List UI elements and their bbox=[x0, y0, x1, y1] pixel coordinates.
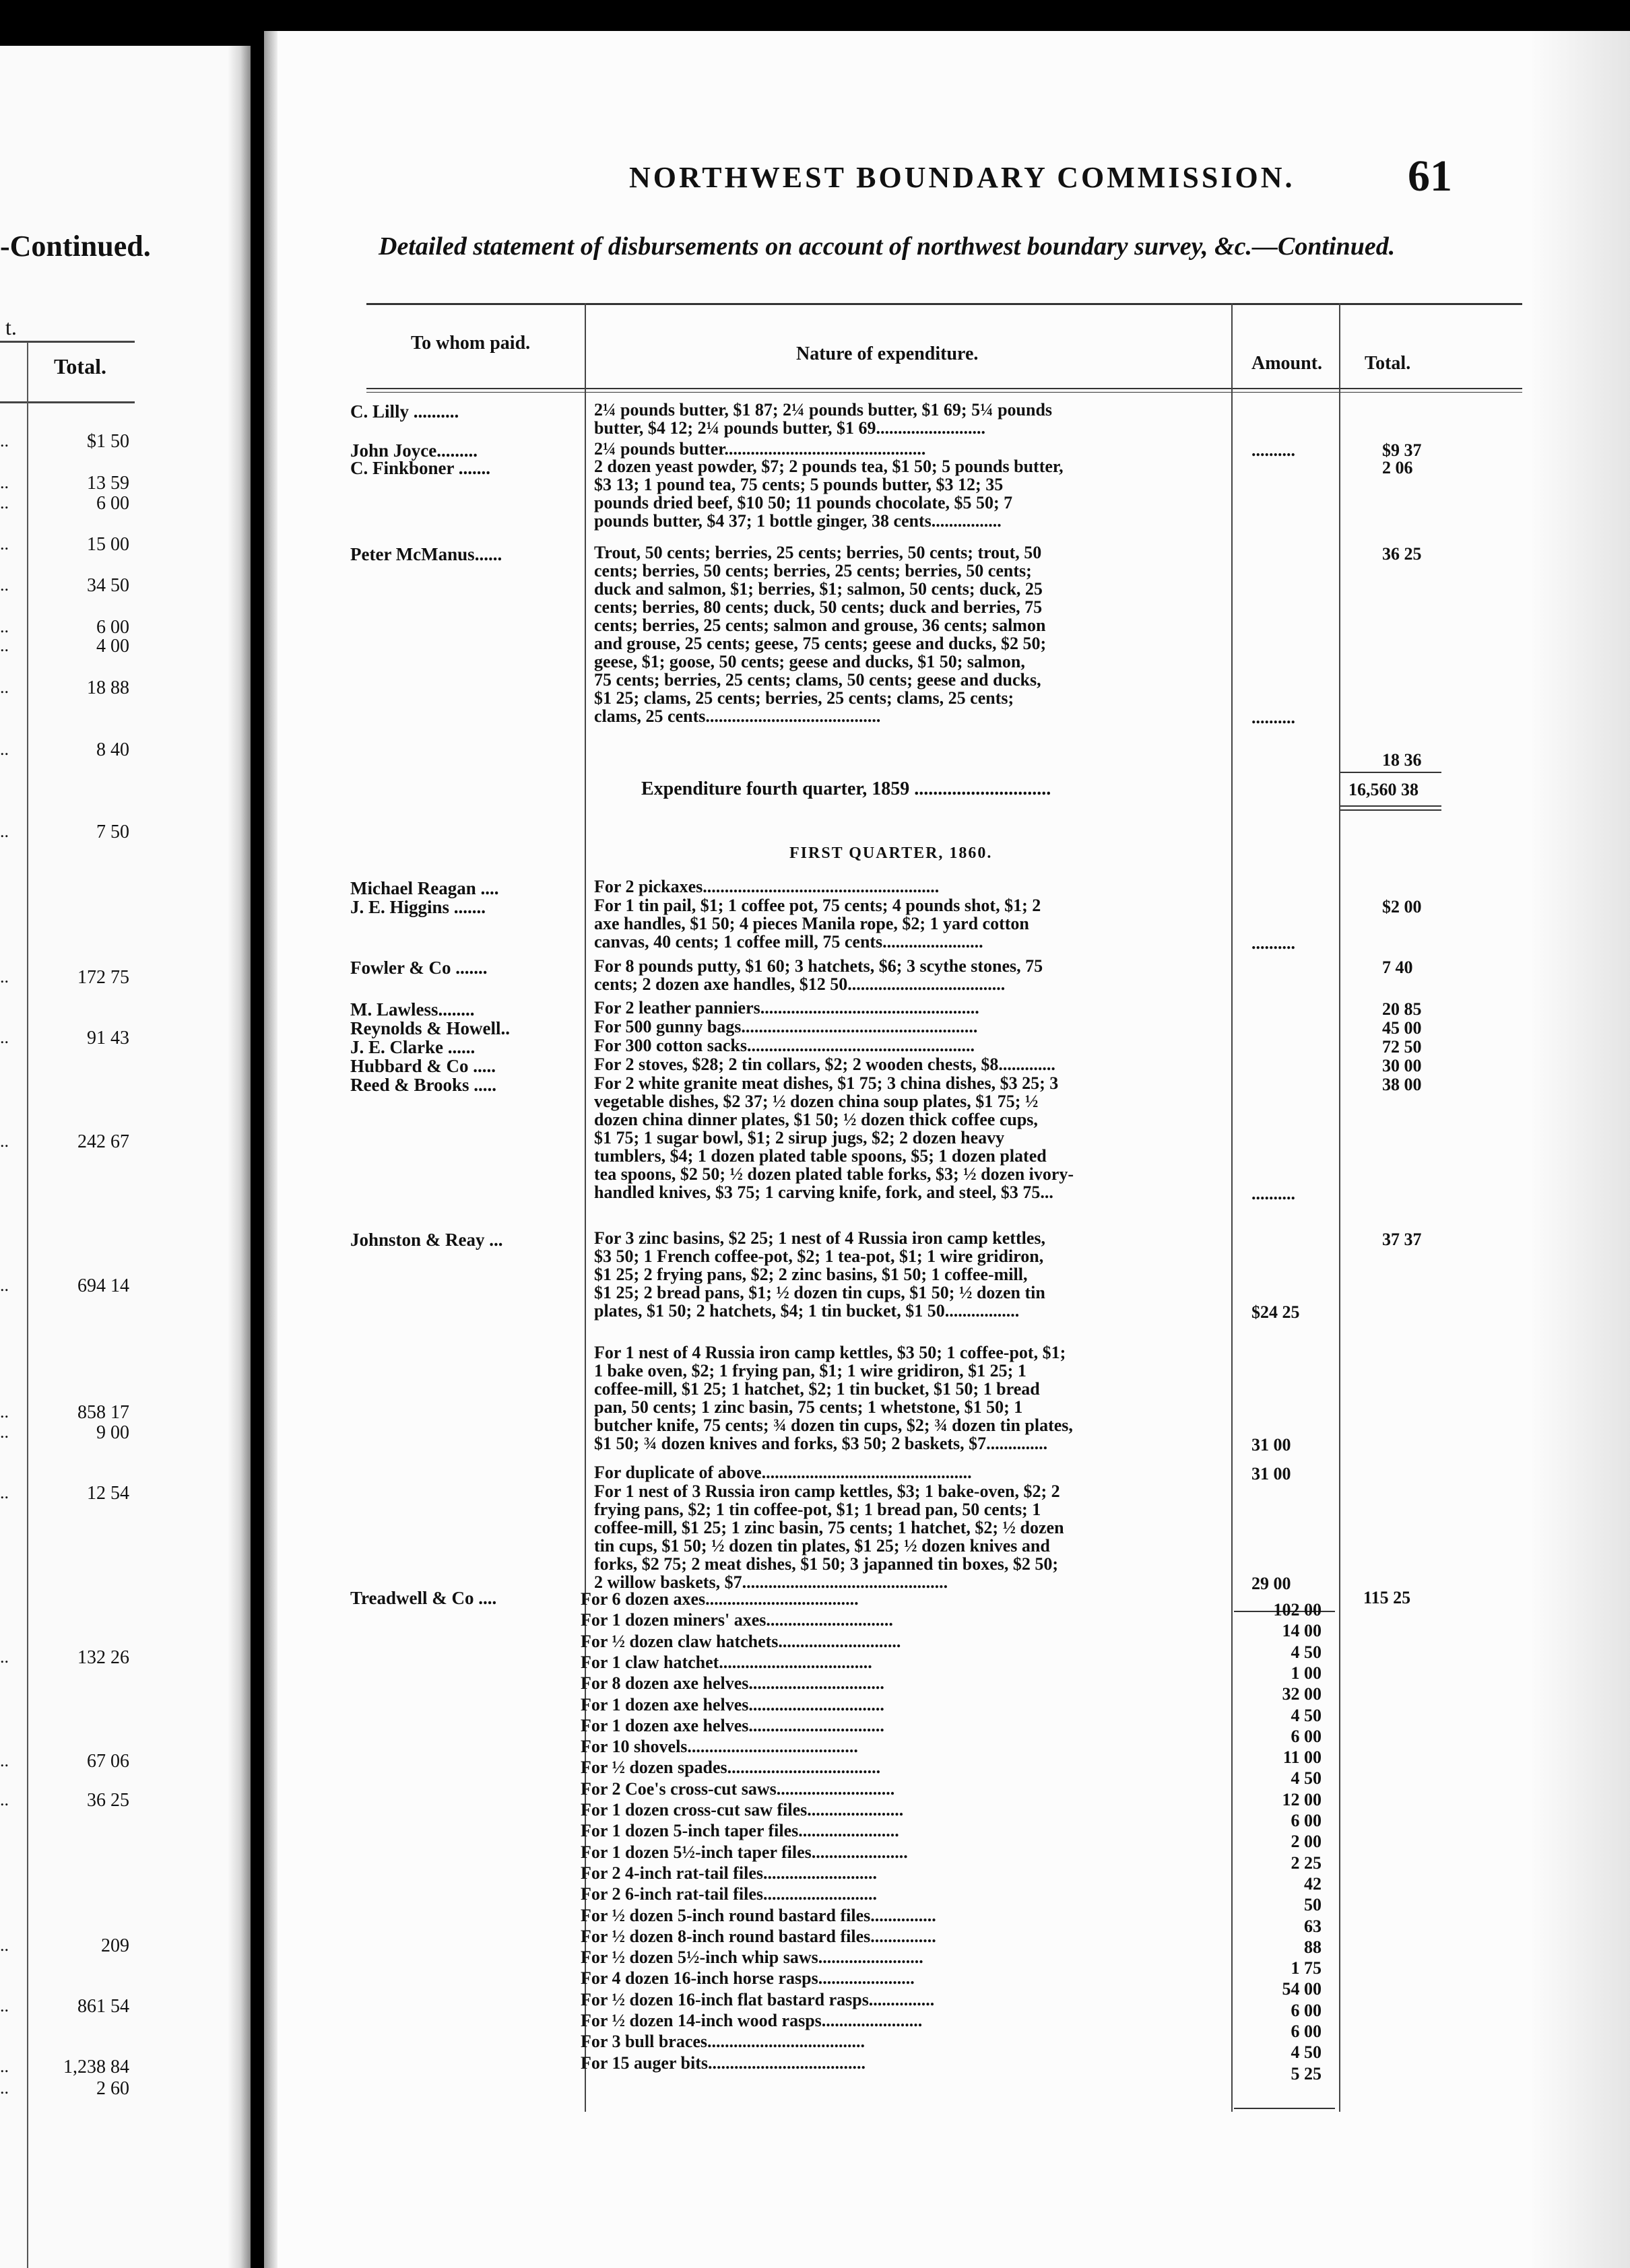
expenditure-line: tea spoons, $2 50; ½ dozen plated table forks, $3; ½ dozen ivory- bbox=[594, 1164, 1074, 1184]
payee-name: C. Finkboner ....... bbox=[350, 458, 491, 478]
left-page-total-value: 9 00 bbox=[96, 1422, 129, 1443]
treadwell-item: For 1 claw hatchet................................... bbox=[581, 1652, 872, 1672]
left-page-leader-dots: .. bbox=[0, 636, 9, 655]
total-value: 30 00 bbox=[1382, 1056, 1422, 1075]
expenditure-line: For 3 zinc basins, $2 25; 1 nest of 4 Russia iron camp kettles, bbox=[594, 1228, 1045, 1248]
expenditure-line: $1 50; ¾ dozen knives and forks, $3 50; 2 baskets, $7.............. bbox=[594, 1434, 1048, 1453]
left-page-total-value: 861 54 bbox=[77, 1996, 129, 2017]
total-value: $9 37 bbox=[1382, 440, 1422, 460]
table-header-rule-2 bbox=[366, 392, 1522, 393]
treadwell-item-amount: 4 50 bbox=[1291, 1705, 1322, 1725]
left-page-leader-dots: .. bbox=[0, 1028, 9, 1047]
left-page-total-value: 36 25 bbox=[87, 1790, 129, 1811]
left-page-leader-dots: .. bbox=[0, 1751, 9, 1770]
treadwell-total: 115 25 bbox=[1363, 1588, 1411, 1607]
left-page-leader-dots: .. bbox=[0, 1935, 9, 1955]
treadwell-item-amount: 5 25 bbox=[1291, 2063, 1322, 2083]
treadwell-item-amount: 42 bbox=[1304, 1873, 1322, 1894]
payee-name: Reed & Brooks ..... bbox=[350, 1075, 497, 1095]
treadwell-item: For 2 Coe's cross-cut saws........................... bbox=[581, 1778, 895, 1799]
expenditure-line: pounds dried beef, $10 50; 11 pounds chocolate, $5 50; 7 bbox=[594, 493, 1013, 512]
book-gutter bbox=[228, 46, 251, 2268]
treadwell-item: For 1 dozen 5½-inch taper files...................... bbox=[581, 1842, 908, 1862]
left-page-total-value: 242 67 bbox=[77, 1131, 129, 1152]
treadwell-item: For 1 dozen cross-cut saw files...................... bbox=[581, 1800, 904, 1820]
column-header-amount: Amount. bbox=[1251, 353, 1323, 374]
expenditure-line: dozen china dinner plates, $1 50; ½ dozen thick coffee cups, bbox=[594, 1110, 1038, 1129]
treadwell-item: For 1 dozen 5-inch taper files....................... bbox=[581, 1821, 899, 1841]
left-page-leader-dots: .. bbox=[0, 431, 9, 451]
left-page-total-value: 6 00 bbox=[96, 617, 129, 638]
payee-name: Johnston & Reay ... bbox=[350, 1230, 503, 1250]
expenditure-line: 75 cents; berries, 25 cents; clams, 50 cents; geese and ducks, bbox=[594, 670, 1041, 690]
q4-total-rule-bottom-1 bbox=[1340, 805, 1441, 807]
amount-value: 29 00 bbox=[1251, 1574, 1291, 1593]
column-header-to-whom: To whom paid. bbox=[411, 333, 531, 354]
amount-value: 31 00 bbox=[1251, 1464, 1291, 1483]
expenditure-line: For 500 gunny bags...................................................... bbox=[594, 1017, 978, 1036]
left-page-leader-dots: .. bbox=[0, 2057, 9, 2076]
left-page-leader-dots: .. bbox=[0, 1647, 9, 1667]
expenditure-line: butcher knife, 75 cents; ¾ dozen tin cups, $2; ¾ dozen tin plates, bbox=[594, 1415, 1073, 1435]
expenditure-line: Trout, 50 cents; berries, 25 cents; berries, 50 cents; trout, 50 bbox=[594, 543, 1042, 562]
treadwell-item-amount: 1 00 bbox=[1291, 1663, 1322, 1683]
treadwell-item-amount: 1 75 bbox=[1291, 1958, 1322, 1978]
treadwell-item-amount: 6 00 bbox=[1291, 2000, 1322, 2020]
treadwell-item-amount: 6 00 bbox=[1291, 1811, 1322, 1830]
left-page-leader-dots: .. bbox=[0, 1996, 9, 2015]
treadwell-item: For 10 shovels....................................... bbox=[581, 1737, 858, 1757]
page-edge-shadow bbox=[264, 31, 278, 2268]
left-page-leader-dots: .. bbox=[0, 739, 9, 759]
left-page-leader-dots: .. bbox=[0, 1790, 9, 1809]
treadwell-item: For 2 6-inch rat-tail files.......................... bbox=[581, 1884, 878, 1904]
treadwell-item-amount: 12 00 bbox=[1282, 1789, 1322, 1809]
expenditure-line: For 1 tin pail, $1; 1 coffee pot, 75 cents; 4 pounds shot, $1; 2 bbox=[594, 896, 1041, 915]
treadwell-item-amount: 14 00 bbox=[1282, 1621, 1322, 1641]
left-page-fragment bbox=[0, 46, 251, 2268]
payee-name: C. Lilly .......... bbox=[350, 401, 459, 422]
payee-name: Fowler & Co ....... bbox=[350, 958, 488, 978]
payee-name: J. E. Higgins ....... bbox=[350, 897, 486, 917]
left-page-total-value: 7 50 bbox=[96, 822, 129, 842]
expenditure-line: duck and salmon, $1; berries, $1; salmon, 50 cents; duck, 25 bbox=[594, 579, 1043, 599]
left-page-total-value: 132 26 bbox=[77, 1647, 129, 1668]
left-page-leader-dots: .. bbox=[0, 1275, 9, 1295]
left-page-total-value: 858 17 bbox=[77, 1402, 129, 1423]
treadwell-item: For 8 dozen axe helves............................... bbox=[581, 1673, 884, 1694]
payee-name: J. E. Clarke ...... bbox=[350, 1037, 476, 1057]
left-page-leader-dots: .. bbox=[0, 575, 9, 595]
left-page-continued: -Continued. bbox=[0, 230, 151, 263]
left-page-header-rule-top bbox=[0, 341, 135, 343]
treadwell-item: For ½ dozen 14-inch wood rasps....................... bbox=[581, 2011, 923, 2030]
expenditure-line: tin cups, $1 50; ½ dozen tin plates, $1 25; ½ dozen knives and bbox=[594, 1536, 1050, 1556]
amount-value: .......... bbox=[1251, 933, 1295, 953]
left-page-leader-dots: .. bbox=[0, 1483, 9, 1502]
expenditure-line: canvas, 40 cents; 1 coffee mill, 75 cents....................... bbox=[594, 932, 983, 952]
treadwell-item-amount: 32 00 bbox=[1282, 1684, 1322, 1704]
expenditure-q4-total: 16,560 38 bbox=[1348, 780, 1419, 799]
left-page-total-value: 15 00 bbox=[87, 534, 129, 555]
left-page-total-value: 1,238 84 bbox=[63, 2057, 129, 2077]
treadwell-item: For ½ dozen claw hatchets............................ bbox=[581, 1631, 901, 1651]
expenditure-line: For 1 nest of 3 Russia iron camp kettles, $3; 1 bake-oven, $2; 2 bbox=[594, 1481, 1060, 1501]
expenditure-line: 2 dozen yeast powder, $7; 2 pounds tea, $1 50; 5 pounds butter, bbox=[594, 457, 1064, 476]
left-page-leader-dots: .. bbox=[0, 677, 9, 697]
left-page-total-value: 172 75 bbox=[77, 967, 129, 988]
treadwell-item-amount: 2 00 bbox=[1291, 1832, 1322, 1852]
mcmanus-subtotal: 18 36 bbox=[1382, 750, 1422, 770]
q4-total-rule-top bbox=[1340, 772, 1441, 773]
expenditure-line: coffee-mill, $1 25; 1 hatchet, $2; 1 tin bucket, $1 50; 1 bread bbox=[594, 1379, 1040, 1399]
treadwell-item-amount: 11 00 bbox=[1282, 1747, 1322, 1768]
treadwell-item: For 4 dozen 16-inch horse rasps...................... bbox=[581, 1968, 915, 1989]
left-page-total-value: 18 88 bbox=[87, 677, 129, 698]
expenditure-line: For 8 pounds putty, $1 60; 3 hatchets, $6; 3 scythe stones, 75 bbox=[594, 956, 1043, 976]
left-page-leader-dots: .. bbox=[0, 1131, 9, 1151]
left-page-total-value: 6 00 bbox=[96, 493, 129, 514]
treadwell-item: For ½ dozen 8-inch round bastard files............... bbox=[581, 1926, 936, 1946]
left-page-total-value: 91 43 bbox=[87, 1028, 129, 1048]
expenditure-line: butter, $4 12; 2¼ pounds butter, $1 69......................... bbox=[594, 418, 985, 438]
left-page-total-value: 2 60 bbox=[96, 2078, 129, 2099]
treadwell-item-amount: 2 25 bbox=[1291, 1853, 1322, 1873]
left-page-leader-dots: .. bbox=[0, 822, 9, 841]
payee-name: Peter McManus...... bbox=[350, 544, 502, 564]
left-page-header-rule-bottom bbox=[0, 401, 135, 403]
left-page-total-value: 12 54 bbox=[87, 1483, 129, 1504]
treadwell-item-amount: 4 50 bbox=[1291, 1768, 1322, 1789]
expenditure-line: cents; berries, 25 cents; salmon and grouse, 36 cents; salmon bbox=[594, 615, 1046, 635]
left-page-total-value: 13 59 bbox=[87, 473, 129, 494]
treadwell-item-amount: 88 bbox=[1304, 1937, 1322, 1957]
left-page-leader-dots: .. bbox=[0, 1422, 9, 1442]
expenditure-line: pounds butter, $4 37; 1 bottle ginger, 38 cents................ bbox=[594, 511, 1002, 531]
treadwell-item-amount: 4 50 bbox=[1291, 1642, 1322, 1662]
left-page-leader-dots: .. bbox=[0, 534, 9, 554]
treadwell-item: For 15 auger bits.................................... bbox=[581, 2053, 866, 2073]
total-value: 36 25 bbox=[1382, 544, 1422, 564]
expenditure-line: $1 25; 2 bread pans, $1; ½ dozen tin cups, $1 50; ½ dozen tin bbox=[594, 1283, 1045, 1302]
total-value: 37 37 bbox=[1382, 1230, 1422, 1249]
treadwell-item: For ½ dozen 5-inch round bastard files............... bbox=[581, 1905, 936, 1925]
amount-value: .......... bbox=[1251, 440, 1295, 460]
expenditure-line: For 300 cotton sacks.................................................... bbox=[594, 1036, 975, 1055]
running-title: NORTHWEST BOUNDARY COMMISSION. bbox=[629, 161, 1295, 194]
expenditure-line: For 2 white granite meat dishes, $1 75; 3 china dishes, $3 25; 3 bbox=[594, 1073, 1059, 1093]
expenditure-line: $1 75; 1 sugar bowl, $1; 2 sirup jugs, $2; 2 dozen heavy bbox=[594, 1128, 1005, 1147]
first-quarter-heading: FIRST QUARTER, 1860. bbox=[789, 844, 993, 862]
expenditure-line: 1 bake oven, $2; 1 frying pan, $1; 1 wire gridiron, $1 25; 1 bbox=[594, 1361, 1026, 1380]
left-page-total-value: 694 14 bbox=[77, 1275, 129, 1296]
expenditure-line: axe handles, $1 50; 4 pieces Manila rope, $2; 1 yard cotton bbox=[594, 914, 1029, 933]
expenditure-line: 2 willow baskets, $7............................................... bbox=[594, 1572, 948, 1592]
expenditure-line: plates, $1 50; 2 hatchets, $4; 1 tin bucket, $1 50................. bbox=[594, 1301, 1020, 1321]
expenditure-line: cents; 2 dozen axe handles, $12 50.................................... bbox=[594, 974, 1006, 994]
treadwell-item: For ½ dozen spades................................... bbox=[581, 1758, 881, 1778]
expenditure-line: clams, 25 cents........................................ bbox=[594, 706, 881, 726]
payee-name: John Joyce......... bbox=[350, 440, 478, 461]
table-top-rule bbox=[366, 303, 1522, 305]
expenditure-line: coffee-mill, $1 25; 1 zinc basin, 75 cents; 1 hatchet, $2; ½ dozen bbox=[594, 1518, 1064, 1537]
left-page-leader-dots: .. bbox=[0, 493, 9, 512]
page-right-shade bbox=[1529, 31, 1630, 2268]
q4-total-rule-bottom-2 bbox=[1340, 809, 1441, 811]
treadwell-item-amount: 54 00 bbox=[1282, 1979, 1322, 1999]
left-page-leader-dots: .. bbox=[0, 617, 9, 636]
treadwell-item: For 1 dozen axe helves............................... bbox=[581, 1694, 884, 1714]
column-header-total: Total. bbox=[1365, 353, 1411, 374]
amount-value: 31 00 bbox=[1251, 1435, 1291, 1455]
expenditure-line: $1 25; 2 frying pans, $2; 2 zinc basins, $1 50; 1 coffee-mill, bbox=[594, 1265, 1028, 1284]
treadwell-item-amount: 6 00 bbox=[1291, 2022, 1322, 2041]
left-page-leader-dots: .. bbox=[0, 967, 9, 987]
expenditure-line: For 1 nest of 4 Russia iron camp kettles, $3 50; 1 coffee-pot, $1; bbox=[594, 1343, 1066, 1362]
total-value: 20 85 bbox=[1382, 999, 1422, 1019]
expenditure-line: vegetable dishes, $2 37; ½ dozen china soup plates, $1 75; ½ bbox=[594, 1092, 1039, 1111]
total-value: 38 00 bbox=[1382, 1075, 1422, 1094]
left-page-total-value: 34 50 bbox=[87, 575, 129, 596]
left-page-leader-dots: .. bbox=[0, 473, 9, 492]
treadwell-item: For 1 dozen miners' axes............................. bbox=[581, 1610, 893, 1630]
total-value: 2 06 bbox=[1382, 458, 1413, 477]
total-value: 45 00 bbox=[1382, 1018, 1422, 1038]
treadwell-item: For ½ dozen 5½-inch whip saws........................ bbox=[581, 1947, 923, 1968]
total-value: 7 40 bbox=[1382, 958, 1413, 977]
payee-name: Reynolds & Howell.. bbox=[350, 1018, 511, 1038]
amount-value: $24 25 bbox=[1251, 1302, 1300, 1322]
table-header-rule bbox=[366, 388, 1522, 389]
treadwell-item: For 3 bull braces.................................... bbox=[581, 2032, 866, 2052]
column-divider-payee bbox=[585, 303, 586, 2112]
expenditure-line: $3 50; 1 French coffee-pot, $2; 1 tea-pot, $1; 1 wire gridiron, bbox=[594, 1246, 1044, 1266]
page-number: 61 bbox=[1408, 152, 1452, 201]
treadwell-item: For ½ dozen 16-inch flat bastard rasps............... bbox=[581, 1989, 935, 2009]
amount-value: .......... bbox=[1251, 708, 1295, 727]
total-value: 72 50 bbox=[1382, 1037, 1422, 1057]
left-page-column-line bbox=[27, 342, 28, 2268]
left-page-total-value: 209 bbox=[101, 1935, 129, 1956]
expenditure-line: pan, 50 cents; 1 zinc basin, 75 cents; 1 whetstone, $1 50; 1 bbox=[594, 1397, 1023, 1417]
expenditure-line: handled knives, $3 75; 1 carving knife, fork, and steel, $3 75... bbox=[594, 1182, 1053, 1202]
payee-name: Hubbard & Co ..... bbox=[350, 1056, 496, 1076]
left-page-leader-dots: .. bbox=[0, 2078, 9, 2098]
expenditure-line: and grouse, 25 cents; geese, 75 cents; geese and ducks, $2 50; bbox=[594, 634, 1047, 653]
left-page-total-value: 4 00 bbox=[96, 636, 129, 657]
treadwell-item: For 1 dozen axe helves............................... bbox=[581, 1715, 884, 1735]
table-bottom-rule bbox=[1234, 2108, 1335, 2109]
expenditure-line: cents; berries, 80 cents; duck, 50 cents; duck and berries, 75 bbox=[594, 597, 1043, 617]
treadwell-item-amount: 6 00 bbox=[1291, 1726, 1322, 1746]
total-value: $2 00 bbox=[1382, 897, 1422, 916]
left-page-column-fragment: t. bbox=[5, 315, 17, 339]
expenditure-line: tumblers, $4; 1 dozen plated table spoons, $5; 1 dozen plated bbox=[594, 1146, 1047, 1166]
left-page-leader-dots: .. bbox=[0, 1402, 9, 1422]
column-header-nature: Nature of expenditure. bbox=[796, 343, 979, 364]
treadwell-item: For 6 dozen axes................................... bbox=[581, 1589, 859, 1609]
payee-name: Michael Reagan .... bbox=[350, 878, 499, 898]
left-page-total-header: Total. bbox=[54, 354, 106, 378]
treadwell-item-amount: 63 bbox=[1304, 1916, 1322, 1936]
treadwell-payee: Treadwell & Co .... bbox=[350, 1588, 497, 1608]
expenditure-line: 2¼ pounds butter.............................................. bbox=[594, 439, 926, 459]
expenditure-q4-label: Expenditure fourth quarter, 1859 ............................. bbox=[641, 778, 1051, 799]
treadwell-item-amount: 4 50 bbox=[1291, 2042, 1322, 2063]
expenditure-line: cents; berries, 50 cents; berries, 25 cents; berries, 50 cents; bbox=[594, 561, 1032, 580]
table-subtitle: Detailed statement of disbursements on account of northwest boundary survey, &c.—Continued. bbox=[379, 232, 1396, 261]
expenditure-line: 2¼ pounds butter, $1 87; 2¼ pounds butter, $1 69; 5¼ pounds bbox=[594, 400, 1053, 420]
expenditure-line: frying pans, $2; 1 tin coffee-pot, $1; 1 bread pan, 50 cents; 1 bbox=[594, 1500, 1041, 1519]
expenditure-line: For 2 pickaxes...................................................... bbox=[594, 877, 940, 896]
payee-name: M. Lawless........ bbox=[350, 999, 475, 1020]
expenditure-line: forks, $2 75; 2 meat dishes, $1 50; 3 japanned tin boxes, $2 50; bbox=[594, 1554, 1059, 1574]
expenditure-line: For 2 stoves, $28; 2 tin collars, $2; 2 wooden chests, $8............. bbox=[594, 1055, 1055, 1074]
left-page-total-value: 8 40 bbox=[96, 739, 129, 760]
treadwell-item-amount: 102 00 bbox=[1273, 1600, 1322, 1620]
left-page-total-value: 67 06 bbox=[87, 1751, 129, 1772]
column-divider-total bbox=[1339, 303, 1340, 2112]
treadwell-item: For 2 4-inch rat-tail files.......................... bbox=[581, 1863, 878, 1883]
column-divider-amount bbox=[1231, 303, 1233, 2112]
expenditure-line: $1 25; clams, 25 cents; berries, 25 cents; clams, 25 cents; bbox=[594, 688, 1014, 708]
expenditure-line: $3 13; 1 pound tea, 75 cents; 5 pounds butter, $3 12; 35 bbox=[594, 475, 1004, 494]
expenditure-line: For duplicate of above................................................ bbox=[594, 1463, 972, 1482]
expenditure-line: geese, $1; goose, 50 cents; geese and ducks, $1 50; salmon, bbox=[594, 652, 1025, 671]
left-page-total-value: $1 50 bbox=[87, 431, 129, 452]
expenditure-line: For 2 leather panniers.................................................. bbox=[594, 998, 979, 1018]
treadwell-item-amount: 50 bbox=[1304, 1895, 1322, 1915]
amount-value: .......... bbox=[1251, 1184, 1295, 1203]
main-page bbox=[264, 31, 1630, 2268]
